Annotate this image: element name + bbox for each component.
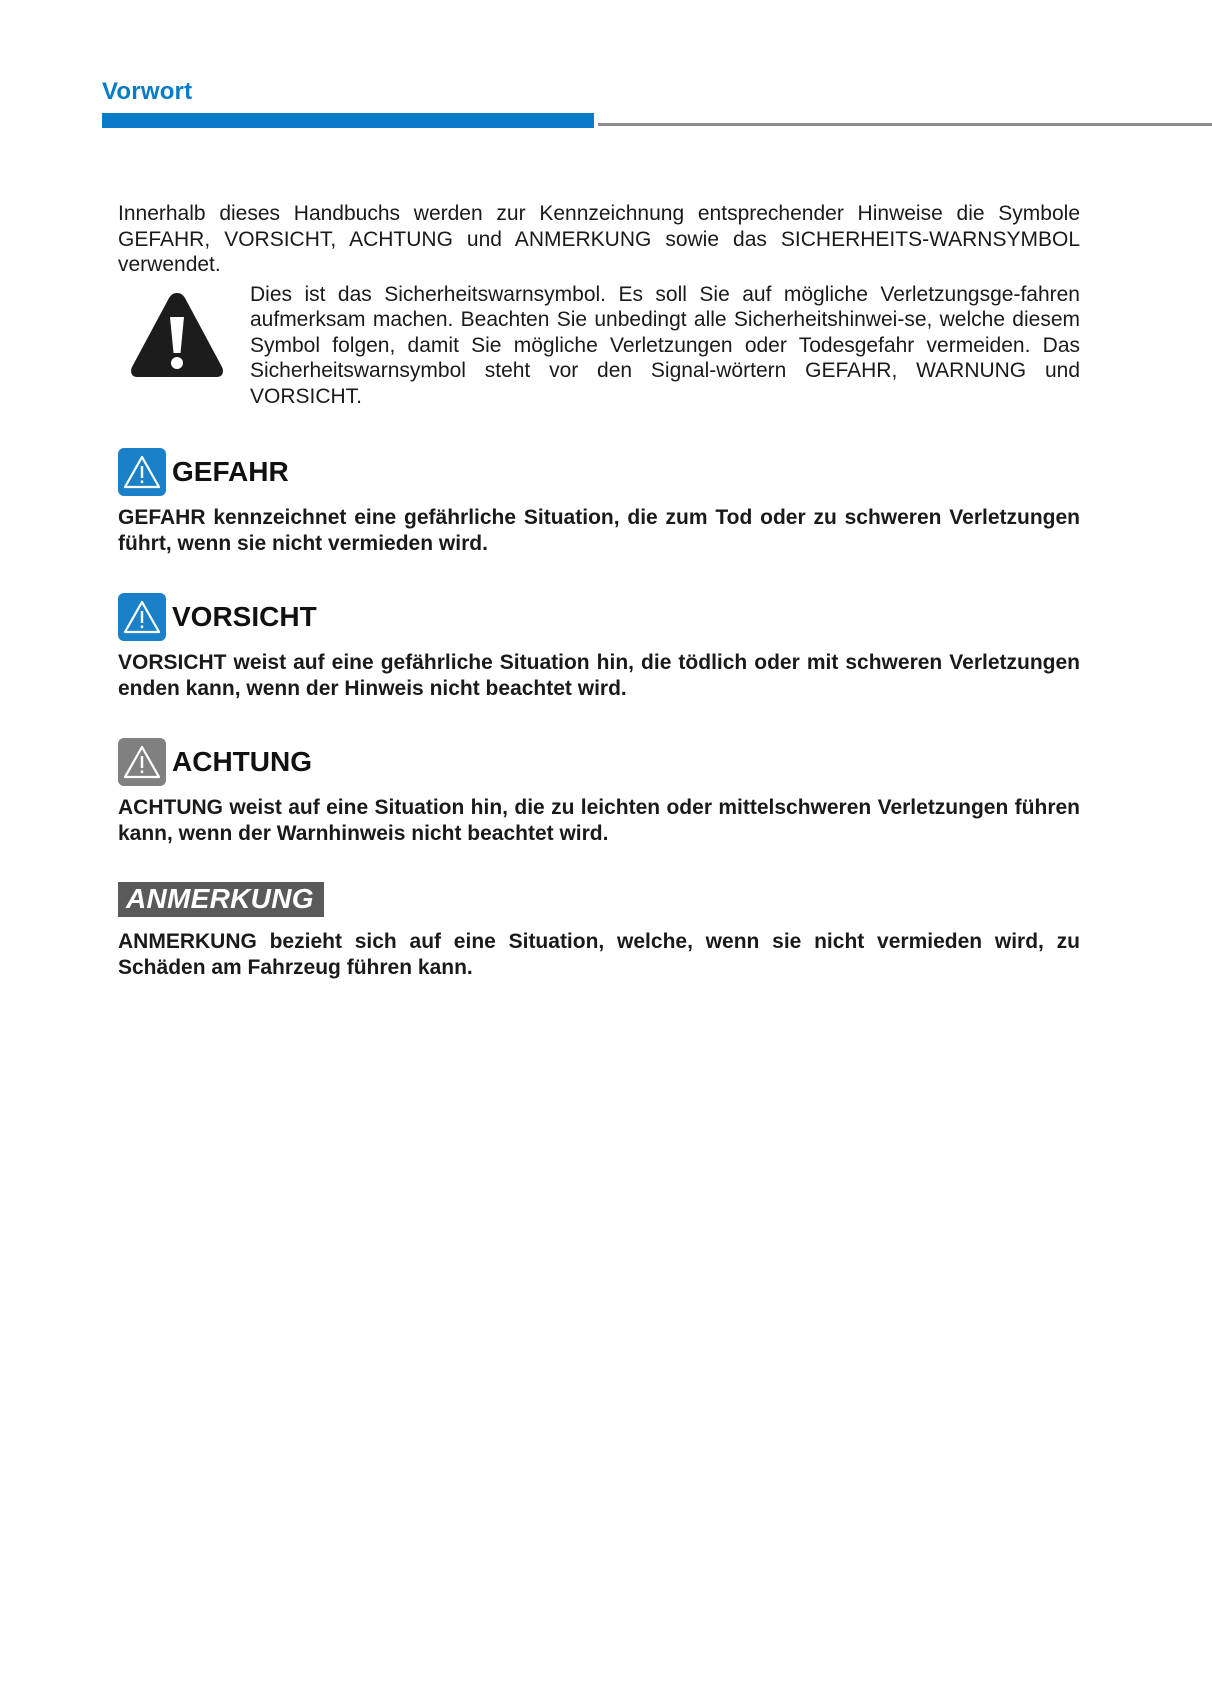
warning-triangle-icon <box>118 593 166 641</box>
signal-vorsicht <box>118 592 1080 701</box>
signal-gefahr-text: GEFAHR kennzeichnet eine gefährliche Situation, die zum Tod oder zu schweren Verletzungen führt, wenn sie nicht vermieden wird. <box>118 506 1080 555</box>
signal-gefahr-header <box>118 447 1080 497</box>
signal-achtung-header <box>118 737 1080 787</box>
signal-achtung-title: ACHTUNG <box>172 746 312 777</box>
safety-symbol-text: Dies ist das Sicherheitswarnsymbol. Es soll Sie auf mögliche Verletzungsge-fahren aufmerksam machen. Beachten Sie unbedingt alle Sicherheitshinwei-se, welche diesem Symbol folgen, damit Sie mögliche Verletzungen oder Todesgefahr vermeiden. Das Sicherheitswarnsymbol steht vor den Signal-wörtern GEFAHR, WARNUNG und VORSICHT. <box>250 282 1080 408</box>
signal-gefahr-title: GEFAHR <box>172 456 289 487</box>
header-rule-blue <box>102 113 594 128</box>
signal-anmerkung-text: ANMERKUNG bezieht sich auf eine Situation, welche, wenn sie nicht vermieden wird, zu Schäden am Fahrzeug führen kann. <box>118 930 1080 979</box>
signal-achtung <box>118 737 1080 846</box>
signal-vorsicht-header <box>118 592 1080 642</box>
signal-achtung-text: ACHTUNG weist auf eine Situation hin, die zu leichten oder mittelschweren Verletzungen führen kann, wenn der Warnhinweis nicht beachtet wird. <box>118 796 1080 845</box>
header-rule-grey <box>598 123 1212 126</box>
page-content <box>118 201 1080 980</box>
warning-triangle-icon <box>118 738 166 786</box>
safety-alert-triangle-icon <box>128 289 226 381</box>
warning-triangle-icon <box>118 448 166 496</box>
signal-anmerkung <box>118 882 1080 980</box>
intro-paragraph: Innerhalb dieses Handbuchs werden zur Kennzeichnung entsprechender Hinweise die Symbole GEFAHR, VORSICHT, ACHTUNG und ANMERKUNG sowie das SICHERHEITS-WARNSYMBOL verwendet. <box>118 202 1080 276</box>
signal-vorsicht-text: VORSICHT weist auf eine gefährliche Situation hin, die tödlich oder mit schweren Verletzungen enden kann, wenn der Hinweis nicht beachtet wird. <box>118 651 1080 700</box>
signal-anmerkung-title: ANMERKUNG <box>118 882 324 917</box>
signal-anmerkung-header <box>118 882 1080 917</box>
safety-symbol-block <box>118 282 1080 410</box>
signal-gefahr <box>118 447 1080 556</box>
section-title: Vorwort <box>102 78 193 105</box>
signal-vorsicht-title: VORSICHT <box>172 601 317 632</box>
